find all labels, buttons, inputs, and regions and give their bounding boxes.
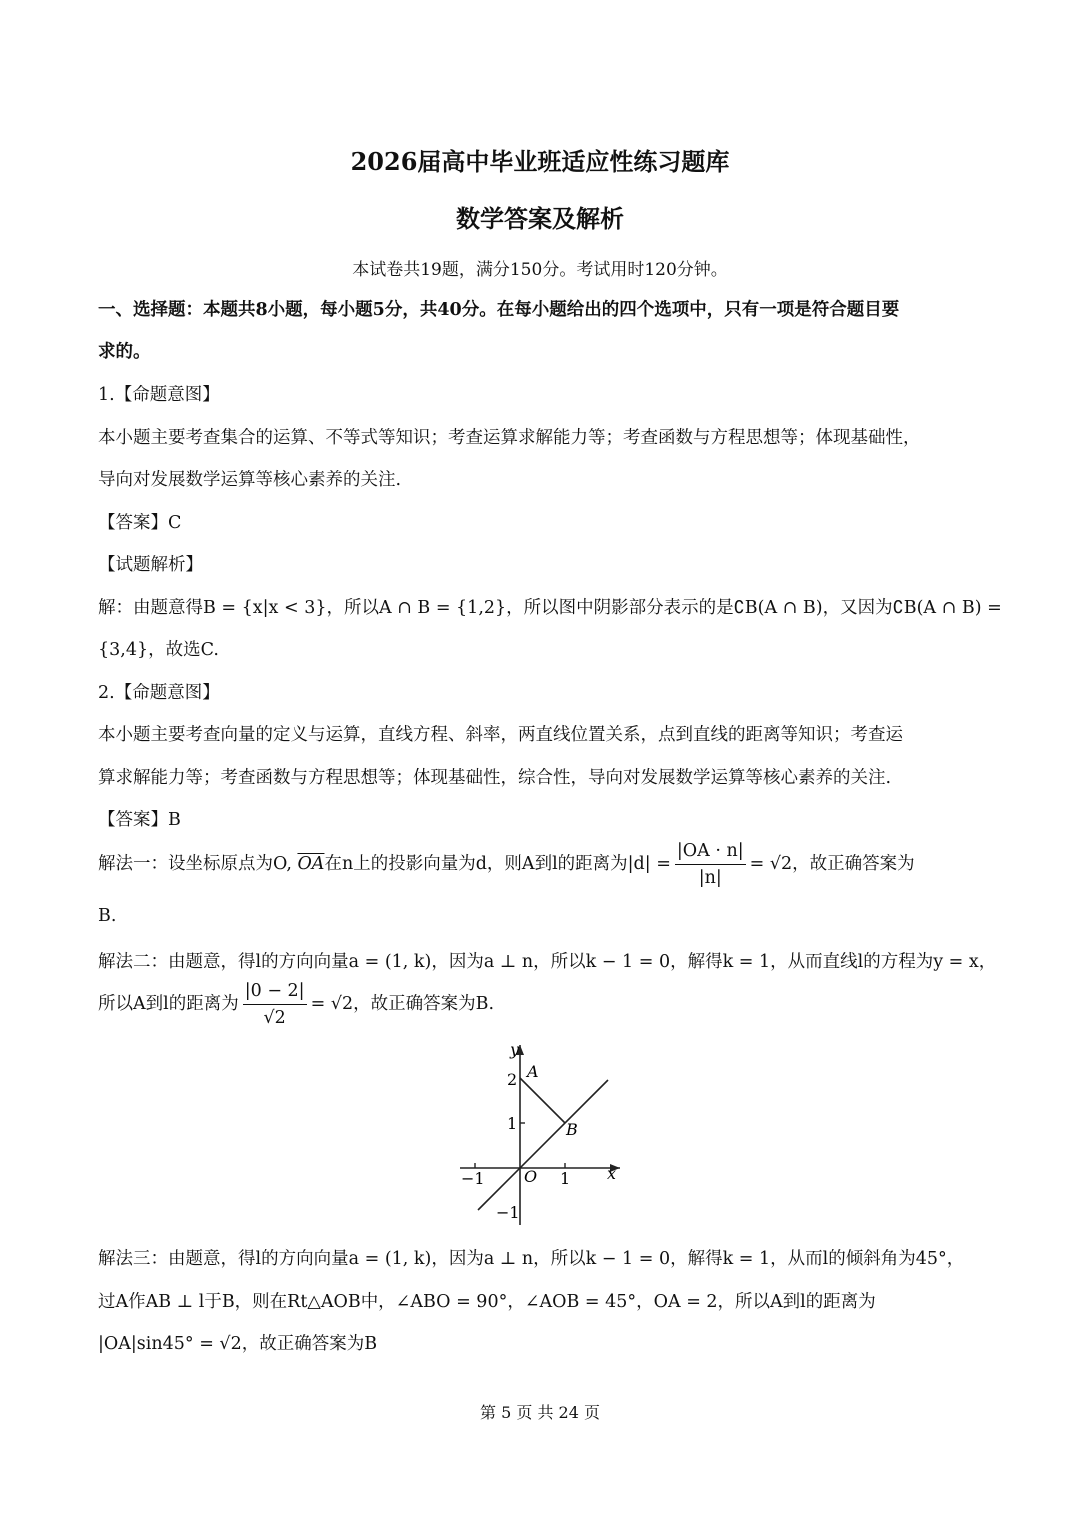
tick-label-y-neg-1: −1	[496, 1203, 520, 1222]
page-number: 第 5 页 共 24 页	[480, 1403, 600, 1422]
vector-oa: $\overline{OA}$	[297, 854, 325, 874]
exam-intro: 本试卷共19题，满分150分。考试用时120分钟。	[352, 260, 728, 280]
document-subtitle: 数学答案及解析	[456, 204, 624, 233]
q2-method-2: 解法二：由题意，得l的方向向量a = (1, k)，因为a ⊥ n，所以k − 1 = 0，解得k = 1，从而直线l的方程为y = x，	[98, 952, 997, 972]
q1-analysis-label: 【试题解析】	[98, 555, 203, 575]
coordinate-figure	[450, 1035, 630, 1230]
point-a-label: A	[527, 1062, 539, 1081]
tick-label-x-neg-1: −1	[461, 1169, 485, 1188]
q2-intent-cont: 算求解能力等；考查函数与方程思想等；体现基础性，综合性，导向对发展数学运算等核心素养的关注.	[98, 768, 892, 788]
q1-intent: 本小题主要考查集合的运算、不等式等知识；考查运算求解能力等；考查函数与方程思想等；体现基础性，	[98, 428, 921, 448]
q1-solution-cont: {3,4}，故选C.	[98, 640, 219, 660]
origin-label: O	[524, 1167, 538, 1186]
y-axis-label: y	[510, 1040, 520, 1059]
q2-method-2-cont	[98, 980, 494, 1029]
method-1-prefix: 解法一：设坐标原点为O,	[98, 854, 298, 874]
q2-intent: 本小题主要考查向量的定义与运算，直线方程、斜率，两直线位置关系，点到直线的距离等知识；考查运	[98, 725, 903, 745]
q1-solution: 解：由题意得B = {x|x < 3}，所以A ∩ B = {1,2}，所以图中阴影部分表示的是∁B(A ∩ B)，又因为∁B(A ∩ B) =	[98, 598, 1002, 618]
fraction-numerator: |0 − 2|	[243, 980, 307, 1005]
q2-method-3-cont: 过A作AB ⊥ l于B，则在Rt△AOB中，∠ABO = 90°，∠AOB = 45°，OA = 2，所以A到l的距离为	[98, 1292, 876, 1312]
fraction-denominator: √2	[263, 1008, 286, 1028]
point-b-label: B	[566, 1120, 578, 1139]
method-1-fraction	[675, 840, 746, 889]
document-title: 2026届高中毕业班适应性练习题库	[350, 147, 730, 176]
method-1-mid: 在n上的投影向量为d，则A到l的距离为|d| =	[324, 854, 671, 874]
line-l	[478, 1080, 608, 1210]
method-2-prefix: 所以A到l的距离为	[98, 994, 239, 1014]
tick-label-y-1: 1	[507, 1114, 518, 1133]
method-1-suffix: = √2，故正确答案为	[749, 854, 915, 874]
q2-method-1	[98, 840, 915, 889]
segment-ab	[520, 1078, 565, 1123]
q1-intent-cont: 导向对发展数学运算等核心素养的关注.	[98, 470, 402, 490]
method-2-suffix: = √2，故正确答案为B.	[310, 994, 495, 1014]
q2-method-3-end: |OA|sin45° = √2，故正确答案为B	[98, 1334, 378, 1354]
tick-label-x-1: 1	[560, 1169, 571, 1188]
q1-label: 1.【命题意图】	[98, 385, 220, 405]
section-heading: 一、选择题：本题共8小题，每小题5分，共40分。在每小题给出的四个选项中，只有一项是符合题目要	[98, 300, 900, 320]
fraction-denominator: |n|	[698, 868, 722, 888]
x-axis-label: x	[607, 1164, 617, 1183]
tick-label-y-2: 2	[507, 1070, 518, 1089]
fraction-numerator: |OA · n|	[675, 840, 746, 865]
q2-method-3: 解法三：由题意，得l的方向向量a = (1, k)，因为a ⊥ n，所以k − 1 = 0，解得k = 1，从而l的倾斜角为45°，	[98, 1249, 965, 1269]
q2-answer: 【答案】B	[98, 810, 181, 830]
method-2-fraction	[243, 980, 307, 1029]
q1-answer: 【答案】C	[98, 513, 182, 533]
section-heading-cont: 求的。	[98, 342, 151, 362]
q2-label: 2.【命题意图】	[98, 683, 220, 703]
q2-method-1-end: B.	[98, 906, 117, 926]
